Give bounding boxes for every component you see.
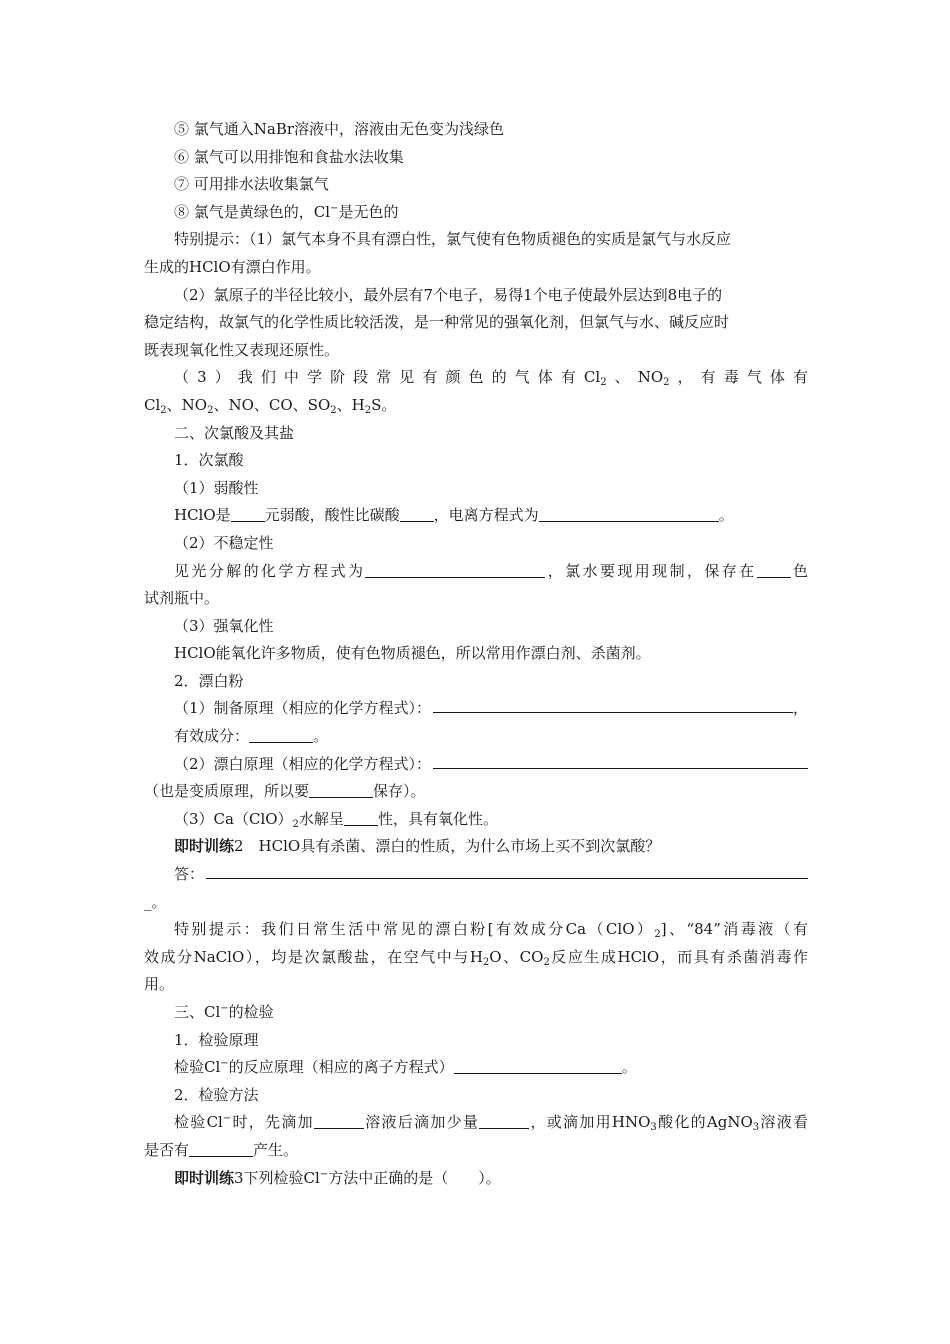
answer-blank[interactable] [231, 507, 265, 522]
tip-2-line-1: （2）氯原子的半径比较小，最外层有7个电子，易得1个电子使最外层达到8电子的 [174, 285, 723, 304]
answer-blank[interactable] [344, 811, 378, 826]
tip-1-line-2: 生成的HClO有漂白作用。 [144, 257, 321, 276]
exercise-3-question: 即时训练3下列检验Cl−方法中正确的是（ ）。 [174, 1168, 501, 1187]
document-body [144, 116, 808, 1192]
tip-4-line-3: 用。 [144, 975, 175, 994]
oxidizing-text: HClO能氧化许多物质，使有色物质褪色，所以常用作漂白剂、杀菌剂。 [174, 644, 651, 663]
test-principle-heading: 1．检验原理 [174, 1030, 259, 1049]
answer-blank[interactable] [365, 563, 545, 578]
tip-2-line-3: 既表现氧化性又表现还原性。 [144, 340, 340, 359]
answer-blank[interactable] [400, 507, 434, 522]
exercise-2-answer: 答： [144, 861, 808, 889]
answer-blank[interactable] [314, 1114, 364, 1129]
answer-blank[interactable] [433, 697, 793, 713]
weak-acid-question: HClO是 元弱酸，酸性比碳酸 ，电离方程式为 。 [174, 506, 734, 525]
subsection-hclo: 1．次氯酸 [174, 451, 244, 470]
statement-6: ⑥ 氯气可以用排饱和食盐水法收集 [174, 147, 404, 166]
weak-acid-heading: （1）弱酸性 [174, 478, 259, 497]
answer-blank[interactable] [206, 863, 808, 879]
answer-blank[interactable] [309, 783, 373, 798]
bleach-hydrolysis: $(3)Ca(ClO)_2$水解呈 性，具有氧化性。 [174, 809, 498, 830]
exercise-2-answer-end: _。 [144, 892, 167, 911]
tip-4-line-2: 效成分NaClO），均是次氯酸盐，在空气中与$H_2O$、$CO_2$反应生成HClO，而具有杀菌消毒作 [144, 947, 808, 968]
tip-1-line-1: 特别提示：（1）氯气本身不具有漂白性，氯气使有色物质褪色的实质是氯气与水反应 [174, 230, 732, 249]
answer-blank[interactable] [757, 563, 791, 578]
exercise-2-question: 即时训练2 HClO具有杀菌、漂白的性质，为什么市场上买不到次氯酸？ [174, 837, 661, 856]
instability-heading: （2）不稳定性 [174, 533, 274, 552]
tip-4-line-1: 特别提示：我们日常生活中常见的漂白粉[有效成分$Ca(ClO)_2$]、“84”消毒液（有 [174, 920, 808, 941]
statement-5: ⑤ 氯气通入NaBr溶液中，溶液由无色变为浅绿色 [174, 120, 505, 138]
answer-blank[interactable] [479, 1114, 529, 1129]
test-principle-question: 检验Cl−的反应原理（相应的离子方程式） 。 [174, 1058, 637, 1077]
bleach-active-ingredient: 有效成分： 。 [174, 727, 329, 746]
test-method-heading: 2．检验方法 [174, 1085, 259, 1104]
statement-7: ⑦ 可用排水法收集氯气 [174, 175, 329, 194]
answer-blank[interactable] [433, 753, 808, 769]
answer-blank[interactable] [189, 1142, 253, 1157]
answer-blank[interactable] [454, 1059, 622, 1074]
answer-blank[interactable] [249, 728, 313, 743]
bleach-principle-cont: （也是变质原理，所以要 保存）。 [144, 782, 426, 801]
tip-2-line-2: 稳定结构，故氯气的化学性质比较活泼，是一种常见的强氧化剂，但氯气与水、碱反应时 [144, 313, 730, 332]
subsection-bleach: 2．漂白粉 [174, 671, 244, 690]
test-method-question: 检验Cl−时，先滴加 溶液后滴加少量 ，或滴加用$HNO_3$酸化的AgNO$_3$溶液看 [174, 1113, 808, 1134]
section-2-heading: 二、次氯酸及其盐 [174, 423, 295, 442]
instability-question-cont: 试剂瓶中。 [144, 589, 220, 608]
tip-3-line-1: （3）我们中学阶段常见有颜色的气体有$Cl_2$、$NO_2$，有毒气体有 [174, 368, 808, 389]
bleach-prep-question: （1）制备原理（相应的化学方程式）： ， [174, 699, 808, 718]
bleach-principle-question: （2）漂白原理（相应的化学方程式）： [144, 751, 808, 779]
test-method-question-cont: 是否有 产生。 [144, 1140, 299, 1159]
tip-3-line-2: $Cl_2$、$NO_2$、NO、CO、$SO_2$、$H_2S$。 [144, 395, 397, 416]
oxidizing-heading: （3）强氧化性 [174, 616, 274, 635]
answer-blank[interactable] [539, 507, 719, 522]
statement-8: ⑧ 氯气是黄绿色的，Cl−是无色的 [174, 202, 399, 221]
instability-question: 见光分解的化学方程式为 ，氯水要现用现制，保存在 色 [174, 561, 808, 580]
section-3-heading: 三、Cl−的检验 [174, 1003, 274, 1021]
